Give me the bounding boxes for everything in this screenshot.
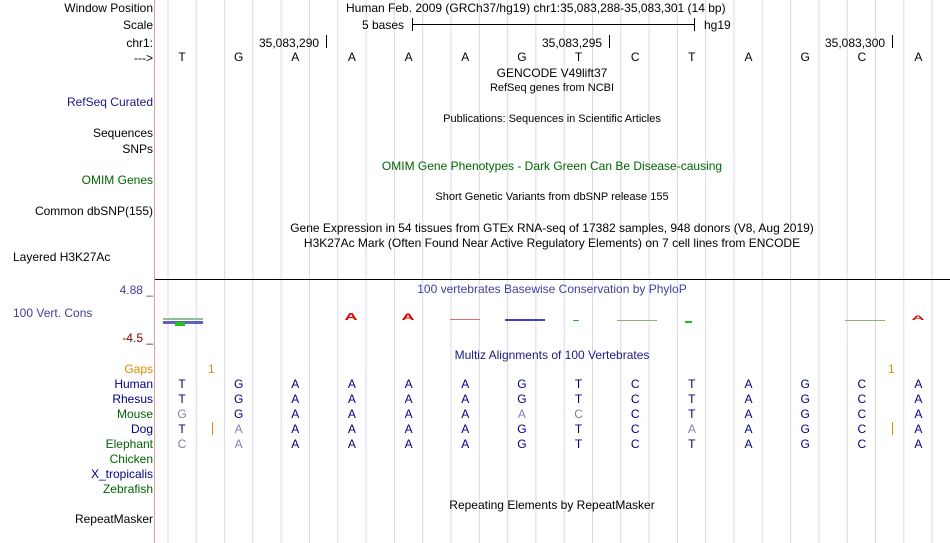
alignment-base-elephant: T: [688, 437, 696, 451]
window-position-text: Human Feb. 2009 (GRCh37/hg19) chr1:35,083,288-35,083,301 (14 bp): [346, 1, 726, 15]
alignment-base-rhesus: A: [347, 392, 356, 406]
alignment-base-dog: A: [404, 422, 413, 436]
gtex-track-title[interactable]: Gene Expression in 54 tissues from GTEx RNA-seq of 17382 samples, 948 donors (V8, Aug 2019): [290, 221, 814, 235]
alignment-base-dog: A: [234, 422, 243, 436]
reference-base: G: [517, 50, 527, 64]
phylop-mark-green-4: [845, 320, 885, 321]
alignment-base-mouse: A: [744, 407, 753, 421]
alignment-base-rhesus: A: [291, 392, 300, 406]
alignment-base-dog: T: [574, 422, 583, 436]
alignment-base-dog: A: [347, 422, 356, 436]
section-divider: [155, 279, 950, 280]
dog-insertion-mark-left: [212, 422, 213, 435]
publications-track-title[interactable]: Publications: Sequences in Scientific Articles: [443, 113, 661, 125]
species-rhesus-label[interactable]: Rhesus: [112, 392, 153, 406]
phylop-mark-blue-1: [505, 319, 545, 321]
alignment-base-rhesus: A: [744, 392, 753, 406]
scale-assembly-text: hg19: [704, 18, 731, 32]
alignment-base-human: A: [744, 377, 753, 391]
alignment-base-human: T: [688, 377, 696, 391]
alignment-base-mouse: C: [574, 407, 583, 421]
gencode-track-title[interactable]: GENCODE V49lift37: [496, 66, 608, 80]
reference-base: A: [404, 50, 413, 64]
alignment-base-human: A: [291, 377, 300, 391]
alignment-base-mouse: C: [857, 407, 867, 421]
alignment-base-elephant: C: [177, 437, 187, 451]
alignment-base-dog: A: [687, 422, 696, 436]
repeatmasker-label[interactable]: RepeatMasker: [74, 512, 153, 526]
phylop-glyph-a-1: A: [344, 311, 358, 323]
alignment-base-human: T: [574, 377, 583, 391]
reference-base: C: [630, 50, 640, 64]
refseq-ncbi-track-title[interactable]: RefSeq genes from NCBI: [489, 82, 615, 94]
gap-mark-left: 1: [208, 362, 215, 376]
reference-base: A: [291, 50, 300, 64]
reference-base: T: [688, 50, 696, 64]
reference-base: C: [857, 50, 867, 64]
alignment-base-elephant: A: [347, 437, 356, 451]
alignment-base-dog: A: [461, 422, 470, 436]
alignment-base-human: G: [800, 377, 810, 391]
gaps-label[interactable]: Gaps: [124, 362, 153, 376]
sequences-label[interactable]: Sequences: [92, 126, 153, 140]
alignment-base-elephant: A: [291, 437, 300, 451]
coord-label-2: 35,083,295: [542, 36, 603, 50]
track-divider-left: [154, 0, 155, 543]
alignment-base-human: C: [630, 377, 640, 391]
alignment-base-rhesus: A: [914, 392, 923, 406]
repeatmasker-track-title[interactable]: Repeating Elements by RepeatMasker: [449, 498, 655, 512]
alignment-base-elephant: A: [234, 437, 243, 451]
phylop-conservation-plot: [155, 282, 950, 327]
coord-tick-3: [892, 35, 893, 48]
alignment-base-mouse: A: [291, 407, 300, 421]
scale-bar-right-tick: [694, 18, 695, 31]
coord-label-1: 35,083,290: [259, 36, 320, 50]
alignment-base-mouse: A: [517, 407, 526, 421]
window-position-label: Window Position: [64, 1, 153, 15]
alignment-base-elephant: G: [517, 437, 527, 451]
snps-label[interactable]: SNPs: [122, 142, 153, 156]
alignment-base-rhesus: G: [800, 392, 810, 406]
alignment-base-elephant: A: [404, 437, 413, 451]
alignment-base-human: A: [347, 377, 356, 391]
phylop-min-label: -4.5 _: [122, 331, 153, 345]
gap-mark-right: 1: [888, 362, 895, 376]
alignment-base-mouse: G: [233, 407, 244, 421]
alignment-base-human: C: [857, 377, 867, 391]
reference-base: A: [744, 50, 753, 64]
alignment-base-rhesus: C: [857, 392, 867, 406]
alignment-base-rhesus: T: [688, 392, 696, 406]
scale-label: Scale: [122, 18, 153, 32]
alignment-base-dog: C: [857, 422, 867, 436]
phylop-mark-green-1: [573, 320, 579, 321]
strand-toggle[interactable]: --->: [134, 51, 153, 65]
phylop-mark-red-1: [450, 319, 480, 320]
species-chicken-label[interactable]: Chicken: [109, 452, 153, 466]
reference-base: G: [233, 50, 244, 64]
alignment-base-mouse: A: [461, 407, 470, 421]
species-dog-label[interactable]: Dog: [130, 422, 153, 436]
phylop-max-label: 4.88 _: [119, 283, 153, 297]
alignment-base-dog: C: [630, 422, 640, 436]
species-xtropicalis-label[interactable]: X_tropicalis: [90, 467, 153, 481]
species-elephant-label[interactable]: Elephant: [105, 437, 153, 451]
alignment-base-rhesus: T: [178, 392, 186, 406]
alignment-base-mouse: T: [688, 407, 696, 421]
scale-bar: [412, 24, 695, 25]
coord-label-3: 35,083,300: [825, 36, 886, 50]
phylop-mark-green-2: [617, 320, 657, 321]
alignment-base-human: T: [178, 377, 186, 391]
phylop-glyph-a-2: A: [401, 312, 415, 323]
alignment-base-elephant: C: [630, 437, 640, 451]
alignment-base-human: A: [461, 377, 470, 391]
multiz-track-title[interactable]: Multiz Alignments of 100 Vertebrates: [454, 348, 650, 362]
alignment-base-mouse: A: [914, 407, 923, 421]
omim-pheno-track-title[interactable]: OMIM Gene Phenotypes - Dark Green Can Be Disease-causing: [381, 159, 723, 173]
species-zebrafish-label[interactable]: Zebrafish: [102, 482, 153, 496]
alignment-base-dog: G: [800, 422, 810, 436]
dog-insertion-mark-right: [892, 422, 893, 435]
alignment-base-dog: A: [291, 422, 300, 436]
alignment-base-rhesus: T: [574, 392, 583, 406]
omim-genes-label[interactable]: OMIM Genes: [81, 173, 153, 187]
reference-base: A: [347, 50, 356, 64]
phylop-track-title[interactable]: 100 vertebrates Basewise Conservation by PhyloP: [417, 282, 687, 296]
phylop-mark-green-3: [685, 321, 692, 323]
chrom-label: chr1:: [126, 36, 153, 50]
alignment-base-rhesus: A: [404, 392, 413, 406]
alignment-base-mouse: G: [177, 407, 187, 421]
species-human-label[interactable]: Human: [114, 377, 153, 391]
alignment-base-human: G: [517, 377, 527, 391]
alignment-base-rhesus: C: [630, 392, 640, 406]
species-mouse-label[interactable]: Mouse: [116, 407, 153, 421]
alignment-base-mouse: A: [347, 407, 356, 421]
alignment-base-rhesus: G: [517, 392, 527, 406]
h3k27ac-track-title[interactable]: H3K27Ac Mark (Often Found Near Active Regulatory Elements) on 7 cell lines from ENCODE: [303, 236, 801, 250]
alignment-base-elephant: C: [857, 437, 867, 451]
alignment-base-human: G: [233, 377, 244, 391]
vert-cons-label[interactable]: 100 Vert. Cons: [13, 306, 93, 320]
alignment-base-elephant: A: [461, 437, 470, 451]
alignment-base-dog: T: [178, 422, 186, 436]
reference-base: T: [178, 50, 186, 64]
alignment-base-elephant: A: [914, 437, 923, 451]
reference-base: T: [574, 50, 583, 64]
alignment-base-dog: A: [744, 422, 753, 436]
dbsnp-track-title[interactable]: Short Genetic Variants from dbSNP release 155: [435, 191, 669, 203]
alignment-base-mouse: G: [800, 407, 810, 421]
alignment-base-elephant: G: [800, 437, 810, 451]
refseq-curated-label[interactable]: RefSeq Curated: [66, 95, 153, 109]
alignment-base-mouse: A: [404, 407, 413, 421]
alignment-base-mouse: C: [630, 407, 640, 421]
scale-bar-left-tick: [412, 18, 413, 31]
phylop-mark-left-box: [175, 322, 185, 326]
phylop-glyph-a-3: A: [911, 314, 925, 322]
coord-tick-1: [326, 35, 327, 48]
alignment-base-dog: A: [914, 422, 923, 436]
layered-h3k27ac-label[interactable]: Layered H3K27Ac: [13, 250, 111, 264]
phylop-mark-left-green: [163, 318, 203, 320]
alignment-base-human: A: [914, 377, 923, 391]
reference-base: G: [800, 50, 810, 64]
reference-base: A: [461, 50, 470, 64]
alignment-base-human: A: [404, 377, 413, 391]
reference-base: A: [914, 50, 923, 64]
coord-tick-2: [609, 35, 610, 48]
alignment-base-rhesus: A: [461, 392, 470, 406]
alignment-base-rhesus: G: [233, 392, 244, 406]
scale-bases-text: 5 bases: [362, 18, 405, 32]
alignment-base-elephant: A: [744, 437, 753, 451]
common-dbsnp-label[interactable]: Common dbSNP(155): [34, 204, 153, 218]
alignment-base-elephant: T: [574, 437, 583, 451]
alignment-base-dog: G: [517, 422, 527, 436]
